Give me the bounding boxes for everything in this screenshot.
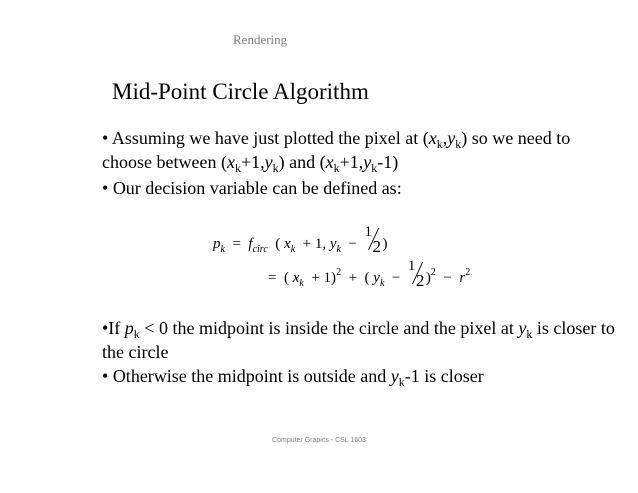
eq-x: x — [284, 236, 291, 252]
sub-k: k — [333, 161, 340, 175]
eq-plus-one: + 1, — [302, 236, 327, 252]
eq-y: y — [329, 236, 337, 252]
sub-k: k — [436, 137, 443, 151]
slide-footer: Computer Grapics - CSL 1603 — [272, 437, 366, 444]
text: +1, — [240, 152, 265, 172]
eq-half-fraction — [407, 258, 426, 290]
frac-denominator: 2 — [372, 237, 381, 256]
text: +1, — [339, 152, 364, 172]
equation-line-2 — [268, 258, 471, 290]
eq-sub-k: k — [336, 244, 341, 255]
eq-x: x — [292, 270, 300, 286]
text: Our decision variable can be defined as: — [112, 178, 402, 198]
slide-title: Mid-Point Circle Algorithm — [112, 79, 369, 104]
text: -1 is closer — [404, 366, 484, 386]
eq-sub-k: k — [290, 244, 296, 255]
eq-square: 2 — [465, 267, 471, 278]
eq-p: p — [213, 236, 221, 252]
eq-sub-k: k — [299, 278, 304, 289]
var-p: p — [124, 318, 134, 338]
text: ) and ( — [278, 152, 326, 172]
eq-sub-k: k — [220, 244, 225, 255]
var-y: y — [264, 152, 273, 172]
slide-header: Rendering — [233, 32, 288, 47]
eq-plus-one-close: + 1) — [311, 270, 337, 286]
var-x: x — [428, 128, 437, 148]
sub-k: k — [455, 137, 462, 151]
eq-close-paren: ) — [382, 236, 388, 252]
eq-square: 2 — [430, 267, 436, 278]
bullet-marker: • — [102, 178, 109, 198]
bullet-inside-circle — [102, 316, 622, 364]
eq-plus: + — [348, 270, 358, 286]
eq-open-paren: ( — [275, 236, 281, 252]
eq-half-fraction — [364, 224, 382, 256]
eq-open-paren: ( — [283, 270, 289, 286]
frac-numerator: 1 — [364, 224, 372, 240]
text: Assuming we have just plotted the pixel at ( — [111, 128, 429, 148]
sub-k: k — [272, 161, 279, 175]
sub-k: k — [398, 375, 405, 389]
text: < 0 the midpoint is inside the circle and the pixel at — [144, 318, 514, 338]
equation-line-1 — [213, 224, 388, 256]
frac-numerator: 1 — [407, 258, 416, 274]
eq-open-paren: ( — [364, 270, 370, 286]
eq-equals: = — [232, 236, 241, 252]
text: , — [442, 128, 448, 148]
eq-sub-circ: circ — [252, 244, 268, 255]
bullet-marker: •If — [102, 318, 121, 338]
text: -1) — [377, 152, 399, 172]
var-y: y — [447, 128, 456, 148]
text: is closer to the circle — [102, 318, 615, 362]
var-x: x — [325, 152, 334, 172]
eq-close-paren: ) — [425, 270, 431, 286]
eq-minus: − — [391, 270, 401, 286]
sub-k: k — [371, 161, 378, 175]
var-x: x — [226, 152, 235, 172]
sub-k: k — [526, 327, 533, 341]
eq-minus: − — [348, 236, 357, 252]
eq-f: f — [248, 236, 253, 252]
eq-sub-k: k — [379, 278, 385, 289]
bullet-plotted-pixel — [102, 126, 622, 174]
text: Otherwise the midpoint is outside and — [112, 366, 387, 386]
var-y: y — [363, 152, 372, 172]
bullet-marker: • — [102, 128, 109, 148]
bullet-outside-circle — [102, 364, 622, 388]
text: ) so we need to choose between ( — [102, 128, 571, 172]
eq-minus: − — [443, 270, 452, 286]
var-y: y — [518, 318, 527, 338]
frac-denominator: 2 — [415, 271, 425, 290]
bullet-decision-variable — [102, 176, 622, 200]
eq-equals: = — [268, 270, 277, 286]
bullet-marker: • — [102, 366, 109, 386]
eq-r: r — [459, 270, 466, 286]
var-y: y — [390, 366, 399, 386]
sub-k: k — [133, 327, 140, 341]
eq-square: 2 — [336, 267, 342, 278]
sub-k: k — [234, 161, 241, 175]
eq-y: y — [373, 270, 380, 286]
